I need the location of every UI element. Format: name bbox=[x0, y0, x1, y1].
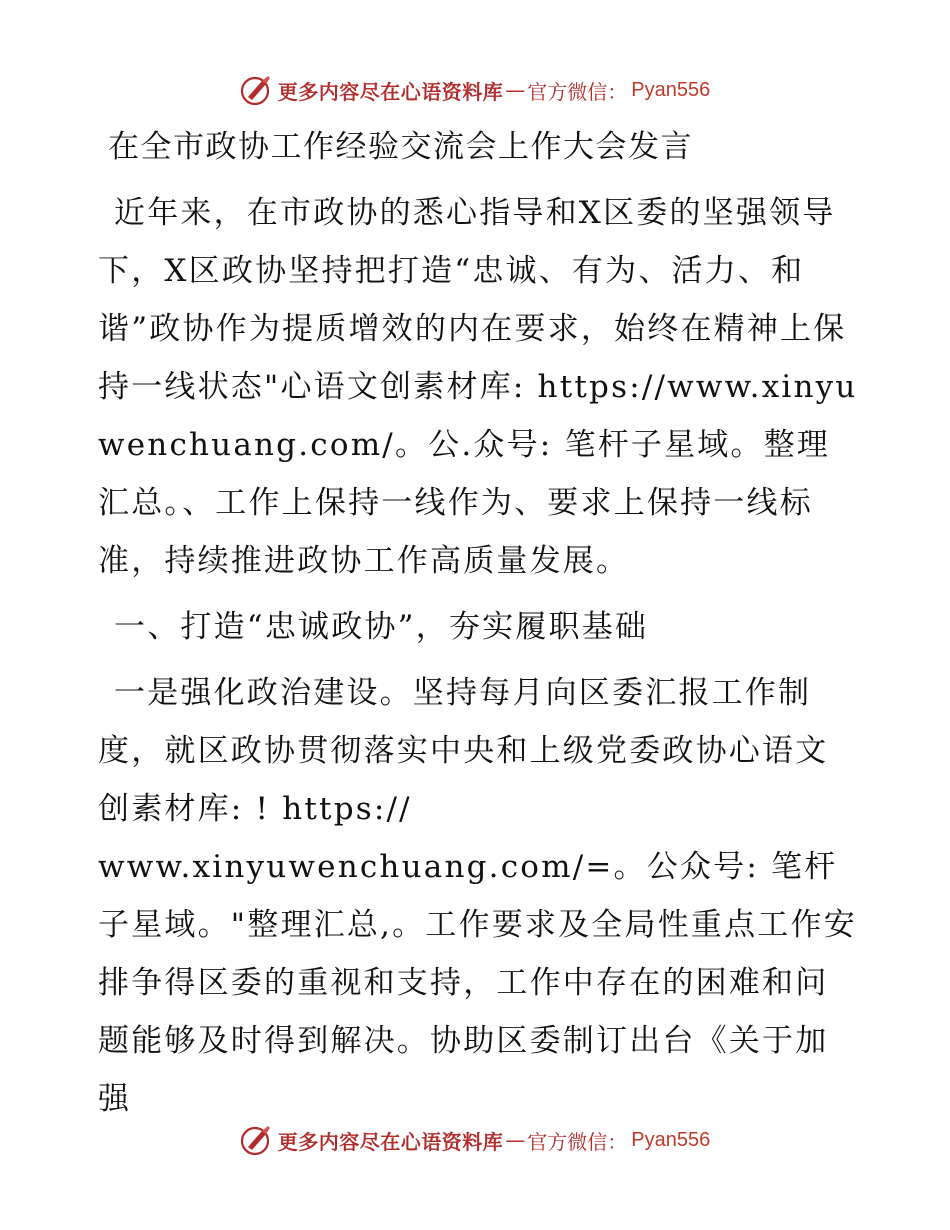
footer-watermark-banner bbox=[0, 1120, 950, 1160]
banner-wechat-label: 官方微信： bbox=[527, 79, 628, 104]
pen-quill-logo-icon bbox=[240, 73, 274, 107]
section-heading-1: 一、打造“忠诚政协”，夯实履职基础 bbox=[114, 609, 649, 645]
banner-main-text: 更多内容尽在心语资料库 bbox=[277, 1129, 504, 1154]
pen-quill-logo-icon bbox=[240, 1123, 274, 1157]
paragraph-continuation: www.xinyuwenchuang.com/=。公众号: 笔杆子星域。"整理汇总,。工作要求及全局性重点工作安排争得区委的重视和支持，工作中存在的困难和问题能够及时得到解决。协助区委制订出台《关于加强 bbox=[98, 849, 857, 1117]
banner-wechat-id: Pyan556 bbox=[631, 78, 711, 101]
banner-wechat-id: Pyan556 bbox=[631, 1128, 711, 1151]
banner-separator: — bbox=[505, 1128, 526, 1152]
banner-wechat-label: 官方微信： bbox=[527, 1129, 628, 1154]
banner-separator: — bbox=[505, 78, 526, 102]
document-body bbox=[98, 118, 858, 1128]
paragraph-political-building: 一是强化政治建设。坚持每月向区委汇报工作制度，就区政协贯彻落实中央和上级党委政协心语文创素材库: ! https:// bbox=[98, 675, 829, 827]
paragraph-intro: 近年来，在市政协的悉心指导和X区委的坚强领导下，X区政协坚持把打造“忠诚、有为、活力、和谐”政协作为提质增效的内在要求，始终在精神上保持一线状态"心语文创素材库: https://www.xinyuwenchuang.com/。公.众号: 笔杆子星域。整理汇总。、工作上保持一线作为、要求上保持一线标准，持续推进政协工作高质量发展。 bbox=[98, 195, 858, 579]
document-title: 在全市政协工作经验交流会上作大会发言 bbox=[108, 129, 693, 165]
header-watermark-banner bbox=[0, 70, 950, 110]
banner-main-text: 更多内容尽在心语资料库 bbox=[277, 79, 504, 104]
